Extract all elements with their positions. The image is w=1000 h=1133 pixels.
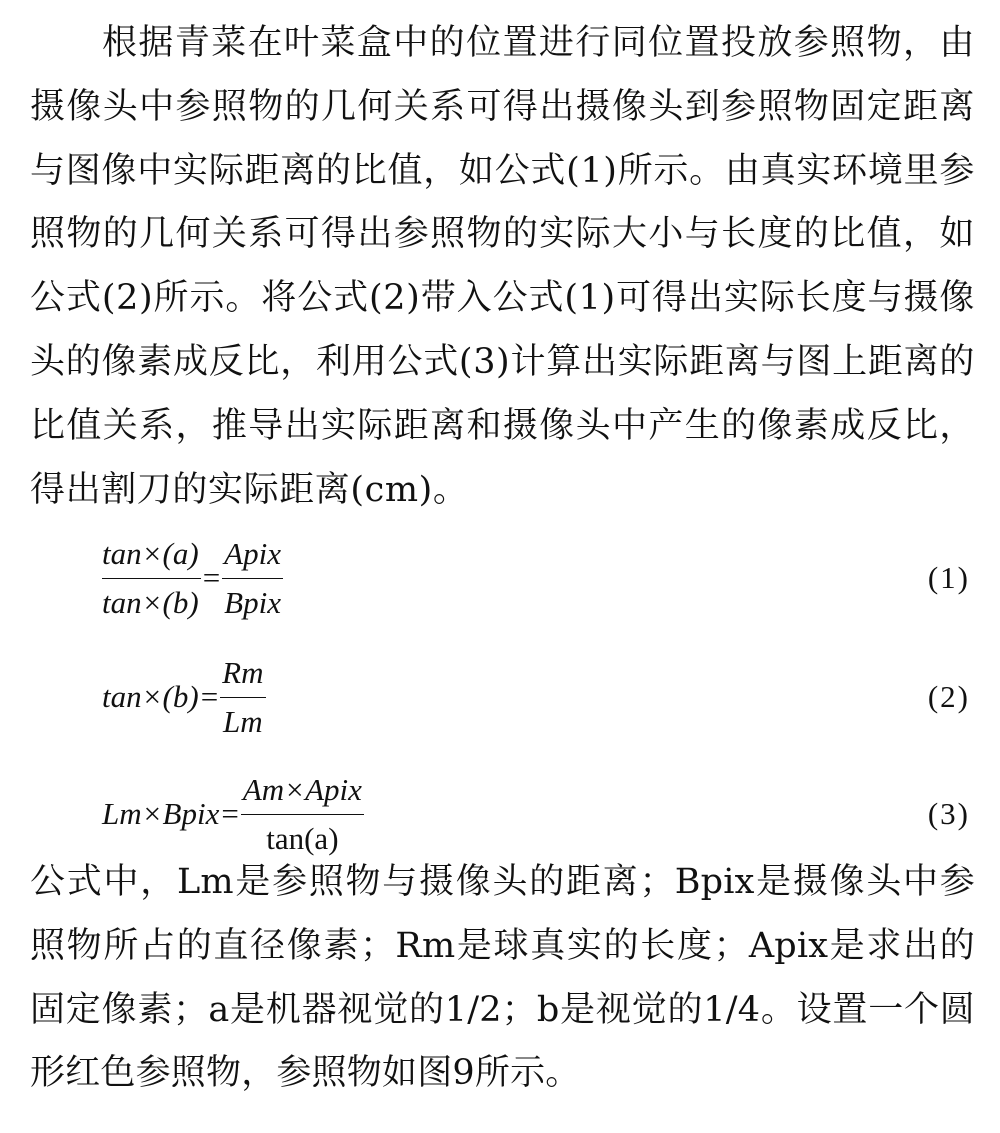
equation-1-rhs-numerator: Apix xyxy=(222,534,283,579)
equation-2-rhs-numerator: Rm xyxy=(220,653,265,698)
equation-1-rhs-fraction xyxy=(222,534,283,623)
equation-3-formula xyxy=(102,770,364,859)
equation-1-number: (1) xyxy=(927,560,970,595)
body-paragraph-intro: 根据青菜在叶菜盒中的位置进行同位置投放参照物，由摄像头中参照物的几何关系可得出摄像头到参照物固定距离与图像中实际距离的比值，如公式(1)所示。由真实环境里参照物的几何关系可得出参照物的实际大小与长度的比值，如公式(2)所示。将公式(2)带入公式(1)可得出实际长度与摄像头的像素成反比，利用公式(3)计算出实际距离与图上距离的比值关系，推导出实际距离和摄像头中产生的像素成反比，得出割刀的实际距离(cm)。 xyxy=(30,23,975,510)
equation-1-equals-sign: = xyxy=(202,560,221,595)
equation-2-equals-sign: = xyxy=(200,679,219,714)
equation-1-lhs-fraction xyxy=(102,534,201,623)
equation-1-rhs-denominator: Bpix xyxy=(224,584,281,620)
equation-3-equals-sign: = xyxy=(221,796,239,831)
equation-2 xyxy=(102,647,970,747)
equation-3-rhs-numerator: Am×Apix xyxy=(241,770,364,815)
equation-3-lhs: Lm×Bpix xyxy=(102,796,220,831)
equation-3-number: (3) xyxy=(927,796,970,831)
equation-2-formula xyxy=(102,653,266,742)
equation-3-rhs-denominator: tan(a) xyxy=(266,820,339,856)
body-paragraph-definitions: 公式中，Lm是参照物与摄像头的距离；Bpix是摄像头中参照物所占的直径像素；Rm是球真实的长度；Apix是求出的固定像素；a是机器视觉的1/2；b是视觉的1/4。设置一个圆形红色参照物，参照物如图9所示。 xyxy=(30,862,975,1094)
equation-2-rhs-fraction xyxy=(220,653,265,742)
equation-1-formula xyxy=(102,534,283,623)
equation-2-rhs-denominator: Lm xyxy=(223,703,263,739)
equation-2-lhs: tan×(b) xyxy=(102,679,199,714)
equation-2-number: (2) xyxy=(927,679,970,714)
equation-3 xyxy=(102,764,970,864)
equation-1-lhs-denominator: tan×(b) xyxy=(102,584,199,620)
equation-1 xyxy=(102,528,970,628)
equation-3-rhs-fraction xyxy=(241,770,364,859)
equation-1-lhs-numerator: tan×(a) xyxy=(102,534,201,579)
